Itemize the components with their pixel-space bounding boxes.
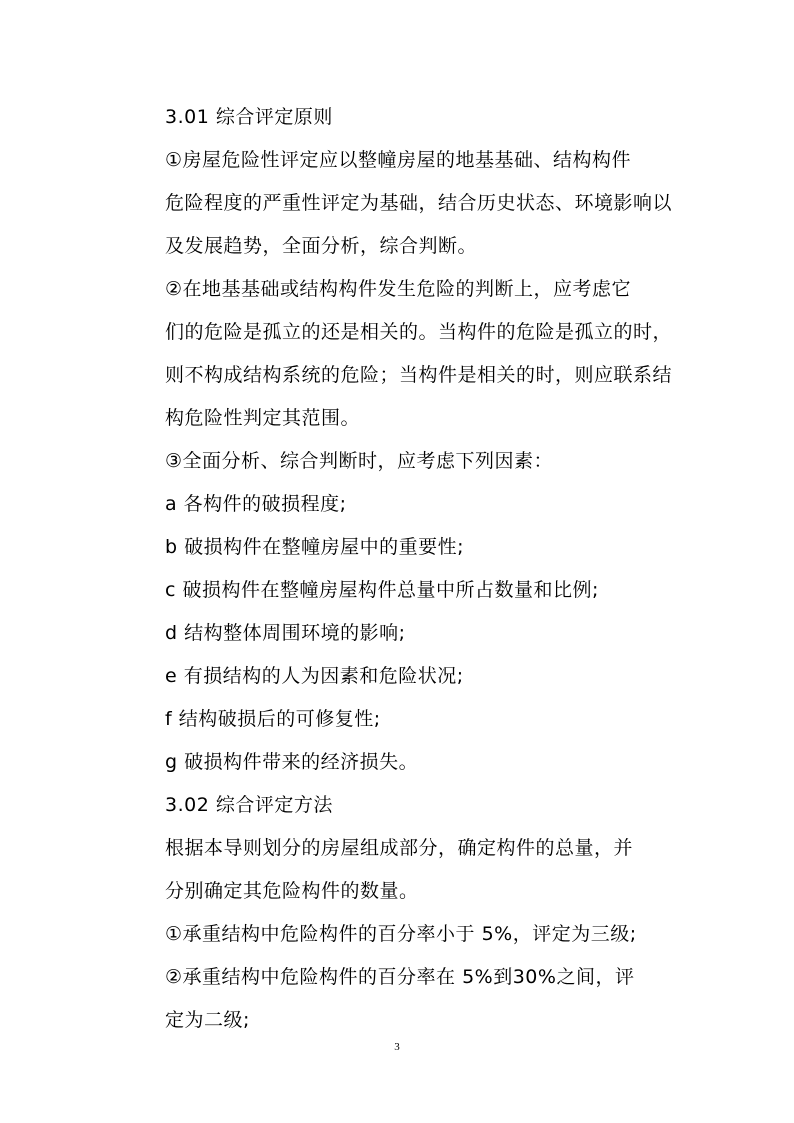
paragraph-line: 则不构成结构系统的危险；当构件是相关的时，则应联系结 bbox=[165, 364, 673, 386]
list-item: g 破损构件带来的经济损失。 bbox=[165, 751, 419, 773]
paragraph-line: 构危险性判定其范围。 bbox=[165, 407, 361, 429]
list-item: e 有损结构的人为因素和危险状况; bbox=[165, 665, 464, 687]
list-item: a 各构件的破损程度; bbox=[165, 493, 347, 515]
paragraph-line: ②承重结构中危险构件的百分率在 5%到30%之间，评 bbox=[165, 966, 635, 988]
section-heading: 3.01 综合评定原则 bbox=[165, 106, 333, 128]
list-item: c 破损构件在整幢房屋构件总量中所占数量和比例; bbox=[165, 579, 599, 601]
paragraph-line: 根据本导则划分的房屋组成部分，确定构件的总量，并 bbox=[165, 837, 634, 859]
list-item: f 结构破损后的可修复性; bbox=[165, 708, 381, 730]
paragraph-line: 定为二级; bbox=[165, 1009, 250, 1031]
list-item: d 结构整体周围环境的影响; bbox=[165, 622, 406, 644]
paragraph-line: ②在地基基础或结构构件发生危险的判断上，应考虑它 bbox=[165, 278, 632, 300]
paragraph-line: 危险程度的严重性评定为基础，结合历史状态、环境影响以 bbox=[165, 192, 673, 214]
page-number: 3 bbox=[394, 1041, 400, 1053]
paragraph-line: ①房屋危险性评定应以整幢房屋的地基基础、结构构件 bbox=[165, 149, 632, 171]
section-heading: 3.02 综合评定方法 bbox=[165, 794, 333, 816]
paragraph-line: 及发展趋势，全面分析，综合判断。 bbox=[165, 235, 478, 257]
list-item: b 破损构件在整幢房屋中的重要性; bbox=[165, 536, 465, 558]
paragraph-line: 分别确定其危险构件的数量。 bbox=[165, 880, 419, 902]
paragraph-line: 们的危险是孤立的还是相关的。当构件的危险是孤立的时， bbox=[165, 321, 673, 343]
paragraph-line: ③全面分析、综合判断时，应考虑下列因素： bbox=[165, 450, 554, 472]
paragraph-line: ①承重结构中危险构件的百分率小于 5%，评定为三级; bbox=[165, 923, 637, 945]
